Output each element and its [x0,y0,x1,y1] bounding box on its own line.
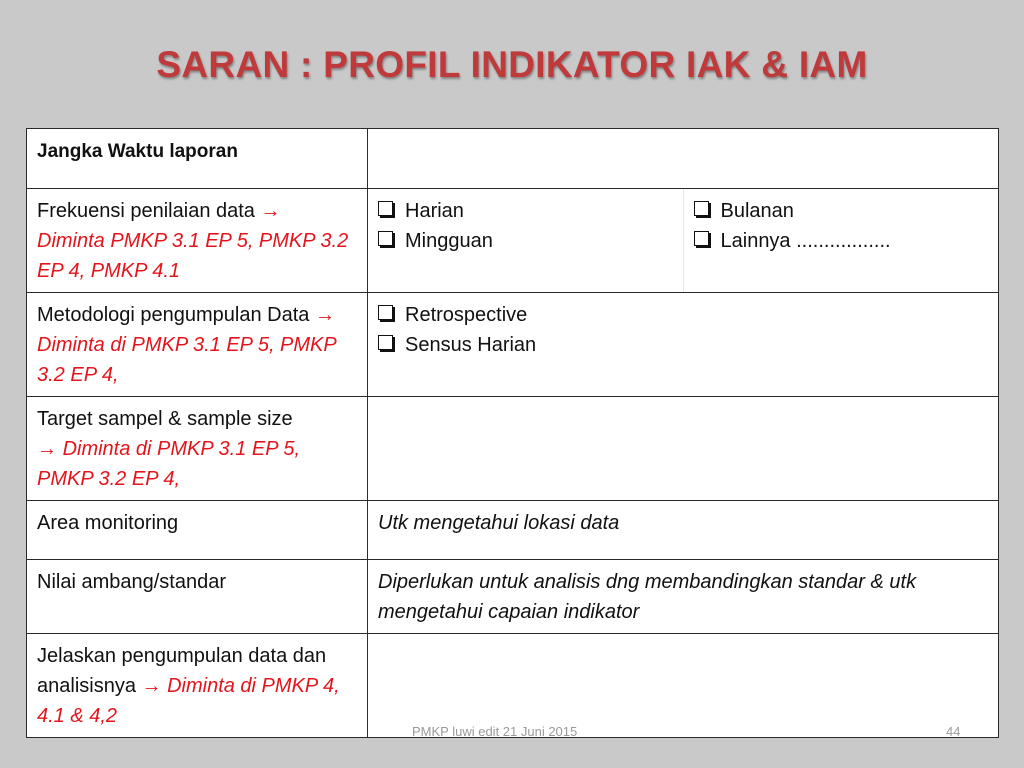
table-row [27,129,999,189]
row-label-text: Target sampel & sample size [37,408,293,430]
row-label [27,397,368,501]
row-value-cell [368,129,999,189]
row-label-text: Frekuensi penilaian data [37,200,255,222]
table-row [27,634,999,738]
row-label-text: Metodologi pengumpulan Data [37,304,310,326]
option-harian[interactable] [378,196,673,226]
arrow-icon: → [141,675,162,697]
row-note: Diminta di PMKP 4, 4.1 & 4,2 [37,675,340,727]
row-label [27,293,368,397]
arrow-icon: → [314,304,335,326]
row-label [27,501,368,560]
option-label: Bulanan [720,200,794,222]
arrow-icon: → [37,438,57,460]
checkbox-icon[interactable] [694,201,709,216]
row-label-text: Nilai ambang/standar [37,571,226,593]
page-number: 44 [946,724,961,739]
row-value-cell [368,560,999,634]
row-value-cell [368,501,999,560]
row-label [27,189,368,293]
row-label-text: Jelaskan pengumpulan data dan analisisnya [37,645,327,697]
options-cell [368,293,999,397]
row-note: Diminta di PMKP 3.1 EP 5, PMKP 3.2 EP 4, [37,438,301,490]
options-cell-left [368,189,684,293]
table-row [27,189,999,293]
table-row [27,397,999,501]
option-lainnya[interactable] [694,226,989,256]
row-label [27,129,368,189]
option-sensus-harian[interactable] [378,330,988,360]
option-label: Mingguan [405,230,493,252]
row-value-cell [368,397,999,501]
row-label [27,634,368,738]
row-label-text: Area monitoring [37,512,179,534]
table-row [27,293,999,397]
row-label [27,560,368,634]
checkbox-icon[interactable] [378,231,393,246]
table-row [27,560,999,634]
indicator-profile-table [26,128,999,738]
option-label: Lainnya ................. [720,230,891,252]
row-note: Diminta di PMKP 3.1 EP 5, PMKP 3.2 EP 4, [37,334,336,386]
options-cell-right [683,189,999,293]
option-label: Sensus Harian [405,334,537,356]
row-note: Diminta PMKP 3.1 EP 5, PMKP 3.2 EP 4, PMKP 4.1 [37,230,349,282]
table-row [27,501,999,560]
checkbox-icon[interactable] [378,201,393,216]
checkbox-icon[interactable] [694,231,709,246]
row-value-text: Utk mengetahui lokasi data [378,512,620,534]
checkbox-icon[interactable] [378,335,393,350]
option-retrospective[interactable] [378,300,988,330]
slide-title: SARAN : PROFIL INDIKATOR IAK & IAM [156,44,868,85]
row-value-cell [368,634,999,738]
option-mingguan[interactable] [378,226,673,256]
row-label-text: Jangka Waktu laporan [37,141,238,162]
checkbox-icon[interactable] [378,305,393,320]
slide-footer: PMKP luwi edit 21 Juni 2015 [412,724,578,739]
arrow-icon: → [260,200,281,222]
option-label: Retrospective [405,304,528,326]
option-label: Harian [405,200,464,222]
option-bulanan[interactable] [694,196,989,226]
row-value-text: Diperlukan untuk analisis dng membandingkan standar & utk mengetahui capaian indikator [378,571,917,623]
